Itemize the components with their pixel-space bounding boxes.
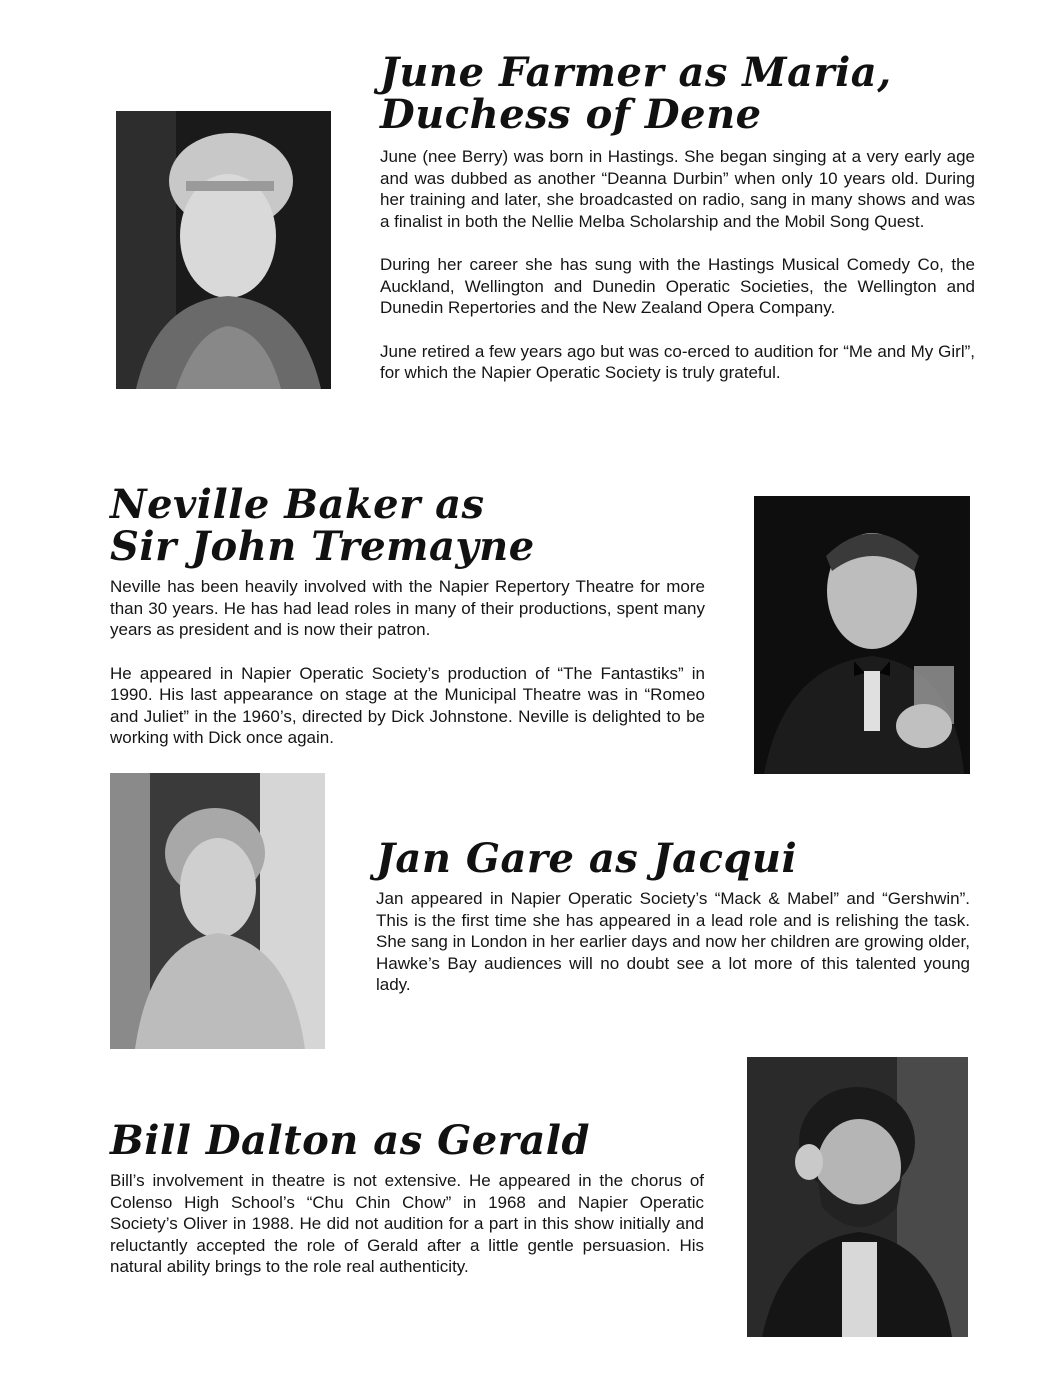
bio-paragraph: During her career she has sung with the Hastings Musical Comedy Co, the Auckland, Wellington and Dunedin Operatic Societies, the Wellington and Dunedin Repertories and the New Zealand Opera Company. — [380, 255, 975, 317]
bio-title-line: Sir John Tremayne — [110, 523, 535, 570]
bill-dalton-photo — [747, 1057, 968, 1337]
bio-title-line: Neville Baker as — [110, 481, 485, 528]
bio-paragraph: Jan appeared in Napier Operatic Society’s “Mack & Mabel” and “Gershwin”. This is the first time she has appeared in a lead role and is relishing the task. She sang in London in her earlier days and now her children are growing older, Hawke’s Bay audiences will no doubt see a lot more of this talented young lady. — [376, 889, 970, 994]
bio-title — [380, 49, 975, 138]
portrait-photo-icon — [754, 496, 970, 774]
bio-june-farmer — [380, 49, 975, 384]
bio-neville-baker — [110, 481, 705, 749]
bio-title-line: Bill Dalton as Gerald — [110, 1117, 590, 1164]
portrait-photo-icon — [747, 1057, 968, 1337]
jan-gare-photo — [110, 773, 325, 1049]
bio-title — [110, 1117, 704, 1164]
neville-baker-photo — [754, 496, 970, 774]
bio-title — [110, 481, 705, 570]
bio-title — [376, 835, 970, 882]
bio-title-line: Duchess of Dene — [380, 91, 762, 138]
bio-paragraph: Neville has been heavily involved with the Napier Repertory Theatre for more than 30 years. He has had lead roles in many of their productions, spent many years as president and is now their patron. — [110, 577, 705, 639]
bio-paragraph: June retired a few years ago but was co-erced to audition for “Me and My Girl”, for which the Napier Operatic Society is truly grateful. — [380, 341, 975, 382]
bio-paragraph: June (nee Berry) was born in Hastings. She began singing at a very early age and was dubbed as another “Deanna Durbin” when only 10 years old. During her training and later, she broadcasted on radio, sang in many shows and was a finalist in both the Nellie Melba Scholarship and the Mobil Song Quest. — [380, 147, 975, 231]
bio-jan-gare — [376, 835, 970, 996]
bio-title-line: Jan Gare as Jacqui — [376, 835, 798, 882]
bio-paragraph: Bill’s involvement in theatre is not extensive. He appeared in the chorus of Colenso High School’s “Chu Chin Chow” in 1968 and Napier Operatic Society’s Oliver in 1988. He did not audition for a part in this show initially and reluctantly accepted the role of Gerald after a little gentle persuasion. His natural ability brings to the role real authenticity. — [110, 1171, 704, 1276]
bio-bill-dalton — [110, 1117, 704, 1278]
portrait-photo-icon — [116, 111, 331, 389]
bio-title-line: June Farmer as Maria, — [380, 49, 892, 96]
june-farmer-photo — [116, 111, 331, 389]
portrait-photo-icon — [110, 773, 325, 1049]
bio-paragraph: He appeared in Napier Operatic Society’s production of “The Fantastiks” in 1990. His last appearance on stage at the Municipal Theatre was in “Romeo and Juliet” in the 1960’s, directed by Dick Johnstone. Neville is delighted to be working with Dick once again. — [110, 663, 705, 747]
